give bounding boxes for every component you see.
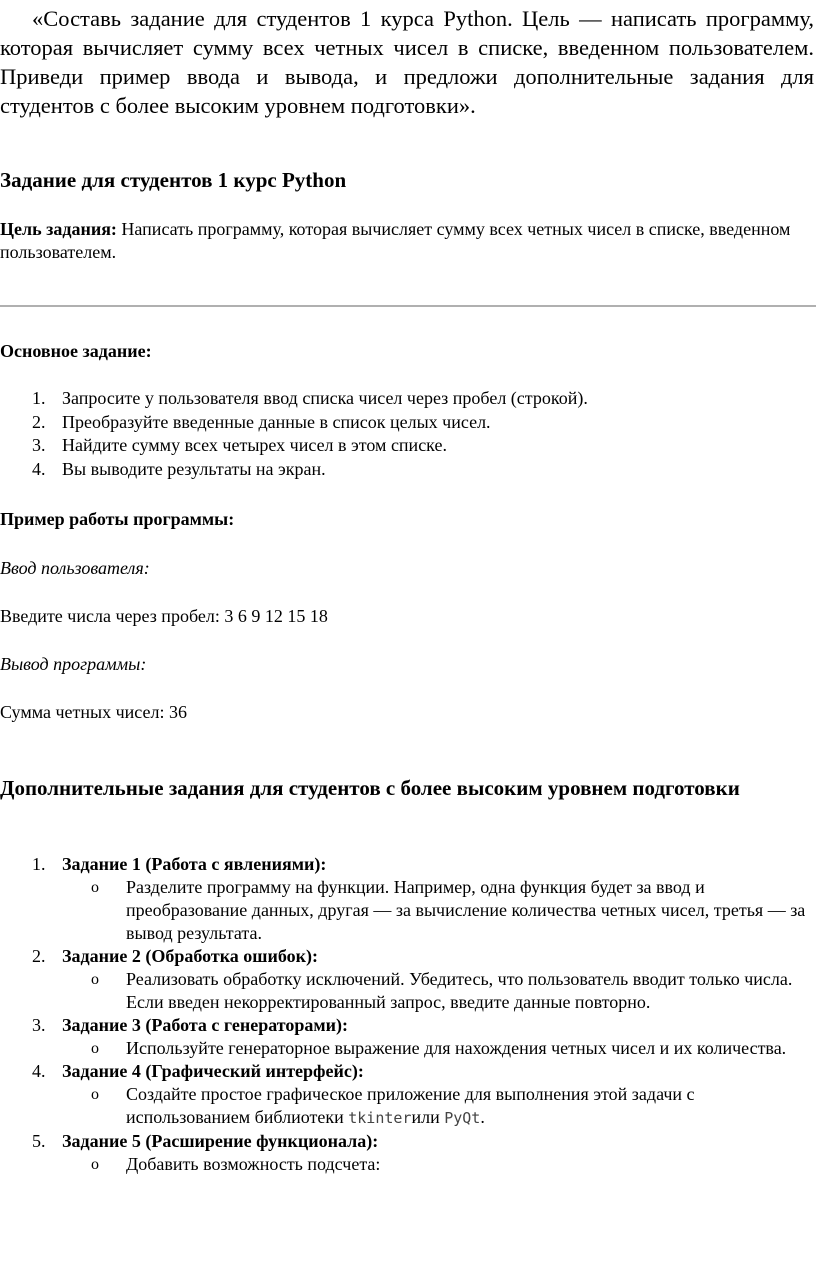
extra-item-title: Задание 5 (Расширение функционала): [62, 1131, 379, 1151]
prompt-paragraph: «Составь задание для студентов 1 курса Python. Цель — написать программу, которая вычисляет сумму всех четных чисел в списке, введенном пользователем. Приведи пример ввода и вывода, и предложи дополнительные задания для студентов с более высоким уровнем подготовки». [0, 6, 814, 118]
sub-item: o Создайте простое графическое приложение для выполнения этой задачи с использованием библиотеки tkinterили PyQt. [91, 1084, 695, 1127]
extra-title: Дополнительные задания для студентов с более высоким уровнем подготовки [0, 776, 740, 800]
step-text: Найдите сумму всех четырех чисел в этом списке. [62, 435, 447, 455]
main-task-steps [0, 387, 800, 481]
step-text: Вы выводите результаты на экран. [62, 458, 326, 479]
horizontal-divider [0, 305, 816, 307]
example-input-label: Ввод пользователя: [0, 558, 150, 578]
code-pyqt: PyQt [444, 1109, 481, 1127]
code-tkinter: tkinter [348, 1109, 412, 1127]
list-item: 1. Запросите у пользователя ввод списка чисел через пробел (строкой). [32, 388, 588, 408]
list-item: 4. Задание 4 (Графический интерфейс): o Создайте простое графическое приложение для выполнения этой задачи с использованием библиотеки tkinterили PyQt. [0, 1060, 810, 1130]
extra-item-title: Задание 1 (Работа с явлениями): [62, 854, 327, 874]
list-item: 3. Найдите сумму всех четырех чисел в этом списке. [32, 435, 447, 455]
extra-item-title: Задание 3 (Работа с генераторами): [62, 1015, 348, 1035]
step-text: Преобразуйте введенные данные в список целых чисел. [62, 411, 491, 432]
example-title: Пример работы программы: [0, 509, 235, 529]
example-output-label: Вывод программы: [0, 654, 147, 674]
step-text: Запросите у пользователя ввод списка чисел через пробел (строкой). [62, 388, 588, 408]
extra-item-title: Задание 2 (Обработка ошибок): [62, 946, 318, 966]
task-goal [0, 218, 800, 264]
sub-item: o Используйте генераторное выражение для нахождения четных чисел и их количества. [91, 1038, 787, 1058]
task-title: Задание для студентов 1 курс Python [0, 168, 347, 192]
goal-text: Написать программу, которая вычисляет сумму всех четных чисел в списке, введенном пользователем. [0, 219, 791, 262]
example-output-line: Сумма четных чисел: 36 [0, 702, 187, 722]
extra-task-list [0, 853, 810, 1176]
list-item: 2. Задание 2 (Обработка ошибок): o Реализовать обработку исключений. Убедитесь, что пользователь вводит только числа. Если введен некорректированный запрос, введите данные повторно. [0, 945, 810, 1014]
main-task-title: Основное задание: [0, 341, 152, 361]
list-item: 4. Вы выводите результаты на экран. [32, 458, 326, 479]
sub-item: o Добавить возможность подсчета: [91, 1154, 381, 1174]
list-item: 5. Задание 5 (Расширение функционала): o Добавить возможность подсчета: [0, 1130, 810, 1176]
list-item: 2. Преобразуйте введенные данные в список целых чисел. [32, 411, 491, 432]
goal-label: Цель задания: [0, 219, 117, 239]
list-item: 1. Задание 1 (Работа с явлениями): o Разделите программу на функции. Например, одна функция будет за ввод и преобразование данных, другая — за вычисление количества четных чисел, третья — за вывод результата. [0, 853, 810, 945]
sub-item: o Разделите программу на функции. Например, одна функция будет за ввод и преобразование данных, другая — за вычисление количества четных чисел, третья — за вывод результата. [91, 877, 806, 943]
example-input-line: Введите числа через пробел: 3 6 9 12 15 18 [0, 606, 328, 626]
sub-item: o Реализовать обработку исключений. Убедитесь, что пользователь вводит только числа. Если введен некорректированный запрос, введите данные повторно. [91, 969, 793, 1012]
extra-item-title: Задание 4 (Графический интерфейс): [62, 1061, 364, 1081]
list-item: 3. Задание 3 (Работа с генераторами): o Используйте генераторное выражение для нахождения четных чисел и их количества. [0, 1014, 810, 1060]
